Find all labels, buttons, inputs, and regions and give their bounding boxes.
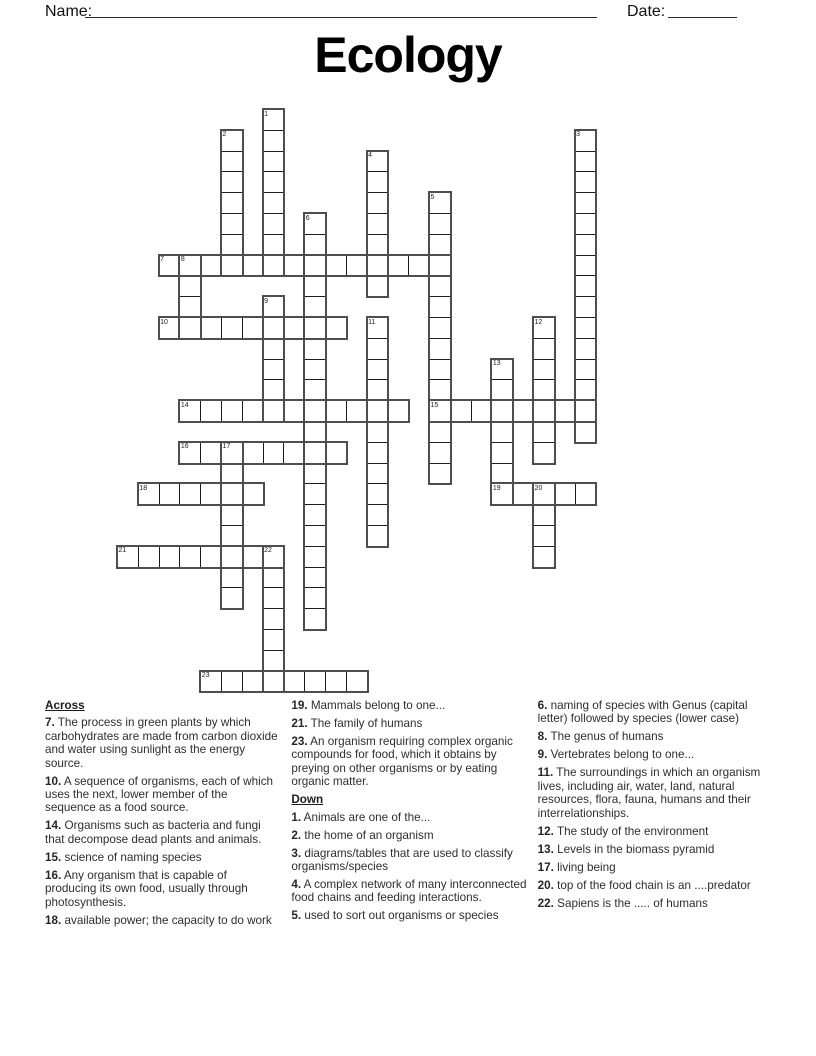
- cell-number-11: 11: [368, 318, 376, 326]
- word-outline-12-down: [532, 316, 556, 465]
- word-outline-23-across: [199, 670, 368, 694]
- clue-number: 23.: [291, 735, 308, 748]
- clue-number: 8.: [537, 730, 548, 744]
- clue-17: 17. living being: [537, 860, 616, 874]
- cell-number-2: 2: [222, 131, 227, 139]
- clue-14: 14. Organisms such as bacteria and fungi that decompose dead plants and animals.: [45, 819, 262, 846]
- clue-number: 14.: [45, 819, 62, 833]
- word-outline-20-down: [532, 482, 556, 568]
- clue-number: 13.: [537, 842, 554, 856]
- cell-number-20: 20: [534, 484, 543, 492]
- cell-number-22: 22: [264, 547, 272, 555]
- clue-column-3: [538, 699, 773, 932]
- cell-number-6: 6: [305, 214, 310, 222]
- cell-number-13: 13: [492, 360, 501, 368]
- clue-number: 20.: [537, 878, 554, 892]
- clue-number: 7.: [45, 716, 55, 730]
- cell-number-3: 3: [576, 131, 580, 139]
- word-outline-14-across: [178, 399, 410, 423]
- clue-number: 17.: [537, 860, 554, 874]
- cell-number-15: 15: [430, 401, 439, 409]
- clue-number: 10.: [45, 774, 62, 788]
- clue-22: 22. Sapiens is the ..... of humans: [537, 896, 708, 910]
- clue-number: 5.: [291, 909, 302, 923]
- clue-number: 1.: [291, 810, 302, 824]
- word-outline-15-across: [428, 399, 597, 423]
- clue-number: 6.: [537, 699, 548, 712]
- clue-3: 3. diagrams/tables that are used to classify organisms/species: [291, 846, 513, 874]
- clue-number: 4.: [291, 878, 302, 892]
- clue-4: 4. A complex network of many interconnected food chains and feeding interactions.: [291, 878, 527, 905]
- clue-7: 7. The process in green plants by which carbohydrates are made from carbon dioxide and water using sunlight as the energy source.: [45, 716, 278, 770]
- word-outline-18-across: [137, 482, 265, 506]
- name-blank-line: [85, 0, 597, 18]
- clue-12: 12. The study of the environment: [537, 824, 709, 838]
- word-outline-1-down: [262, 108, 286, 277]
- clue-section-header-across: Across: [45, 699, 85, 712]
- word-outline-16-across: [178, 441, 347, 465]
- word-outline-5-down: [428, 191, 452, 485]
- cell-number-5: 5: [430, 193, 435, 201]
- clue-number: 18.: [45, 913, 62, 927]
- clue-number: 12.: [537, 824, 554, 838]
- clue-6: 6. naming of species with Genus (capital letter) followed by species (lower case): [537, 699, 748, 726]
- clue-9: 9. Vertebrates belong to one...: [537, 748, 695, 762]
- name-label: Name:: [45, 3, 93, 20]
- cell-number-1: 1: [264, 110, 268, 118]
- clue-5: 5. used to sort out organisms or species: [291, 909, 499, 923]
- cell-number-12: 12: [534, 318, 543, 326]
- cell-number-8: 8: [180, 256, 185, 264]
- clue-8: 8. The genus of humans: [537, 730, 664, 744]
- clue-number: 16.: [45, 868, 62, 882]
- clue-11: 11. The surroundings in which an organism lives, including air, water, land, natural resources, flora, fauna, humans and their interrelationships.: [537, 766, 761, 820]
- cell-number-7: 7: [160, 256, 164, 264]
- clue-number: 2.: [291, 828, 302, 842]
- cell-number-21: 21: [118, 547, 127, 555]
- crossword-grid: [117, 109, 596, 692]
- word-outline-10-across: [158, 316, 348, 340]
- clue-section-header-down: Down: [291, 793, 324, 807]
- word-outline-17-down: [220, 441, 244, 610]
- clue-16: 16. Any organism that is capable of producing its own food, usually through photosynthesis.: [45, 868, 248, 909]
- clue-column-2: [291, 699, 526, 932]
- cell-number-14: 14: [180, 401, 189, 409]
- cell-number-23: 23: [201, 672, 210, 680]
- clue-19: 19. Mammals belong to one...: [291, 699, 446, 712]
- clue-15: 15. science of naming species: [45, 850, 202, 864]
- clue-13: 13. Levels in the biomass pyramid: [537, 842, 715, 856]
- clue-2: 2. the home of an organism: [291, 828, 434, 842]
- page-title: Ecology: [314, 27, 502, 83]
- cell-number-18: 18: [139, 484, 148, 492]
- clue-column-1: [45, 699, 280, 932]
- clue-21: 21. The family of humans: [291, 717, 423, 730]
- clue-number: 3.: [291, 846, 302, 860]
- cell-number-16: 16: [180, 443, 189, 451]
- word-outline-21-across: [116, 545, 285, 569]
- clue-23: 23. An organism requiring complex organic compounds for food, which it obtains by preying on other organisms or by eating organic matter.: [291, 735, 513, 789]
- clue-1: 1. Animals are one of the...: [291, 810, 431, 824]
- clue-number: 21.: [291, 717, 308, 730]
- word-outline-3-down: [574, 129, 598, 444]
- clue-number: 19.: [291, 699, 308, 712]
- cell-number-9: 9: [264, 297, 268, 305]
- clue-number: 11.: [537, 766, 554, 780]
- clue-columns: [45, 699, 773, 932]
- date-blank-line: [668, 0, 737, 18]
- date-label: Date:: [627, 3, 666, 20]
- clue-number: 22.: [537, 896, 554, 910]
- clue-number: 9.: [537, 748, 548, 762]
- clue-18: 18. available power; the capacity to do work: [45, 913, 272, 927]
- word-outline-11-down: [366, 316, 390, 548]
- cell-number-17: 17: [222, 443, 231, 451]
- clue-number: 15.: [45, 850, 62, 864]
- cell-number-19: 19: [492, 484, 501, 492]
- cell-number-10: 10: [160, 318, 168, 326]
- clue-10: 10. A sequence of organisms, each of which uses the next, lower member of the sequence as a food source.: [45, 774, 274, 815]
- cell-number-4: 4: [368, 152, 372, 160]
- clue-20: 20. top of the food chain is an ....predator: [537, 878, 751, 892]
